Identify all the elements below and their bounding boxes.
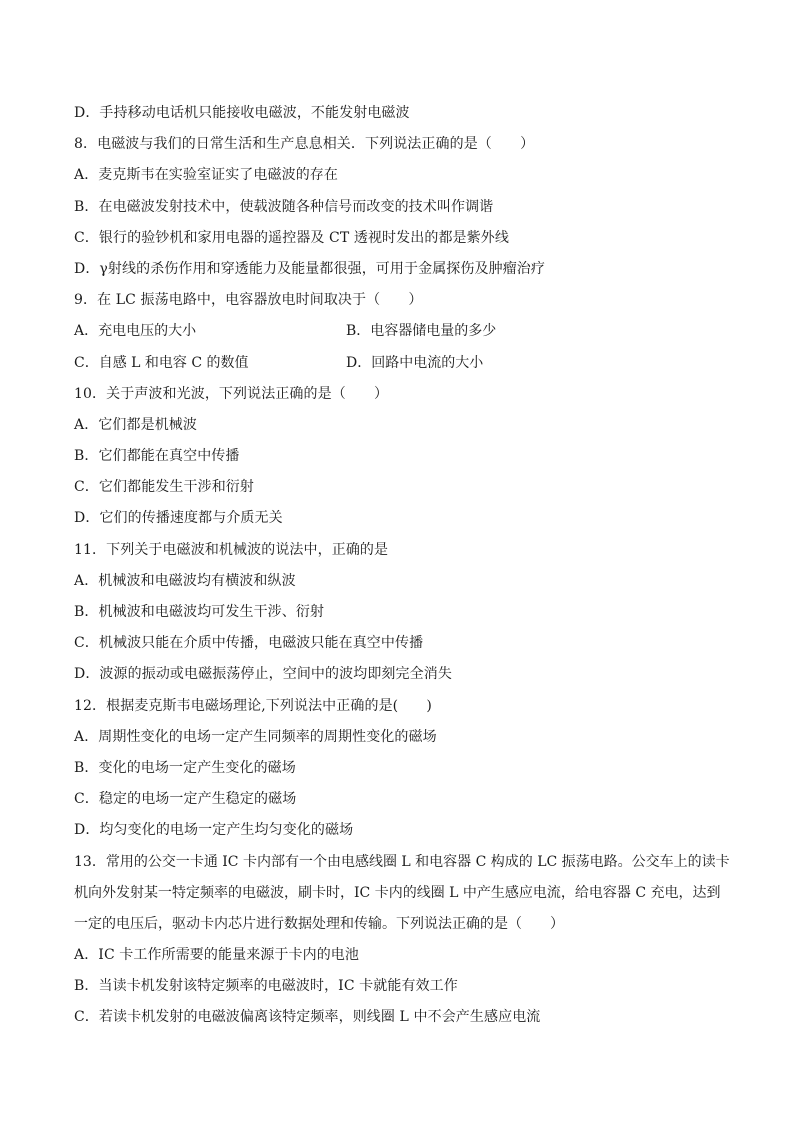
q8-option-c: C．银行的验钞机和家用电器的遥控器及 CT 透视时发出的都是紫外线	[74, 229, 509, 246]
q12-option-d: D．均匀变化的电场一定产生均匀变化的磁场	[74, 822, 354, 839]
q10-option-c: C．它们都能发生干涉和衍射	[74, 479, 255, 496]
question-text-block	[74, 101, 734, 1037]
q13-stem-line-3: 一定的电压后，驱动卡内芯片进行数据处理和传输。下列说法正确的是（ ）	[74, 915, 564, 932]
q9-option-a: A．充电电压的大小	[74, 323, 197, 340]
q8-option-d: D．γ射线的杀伤作用和穿透能力及能量都很强，可用于金属探伤及肿瘤治疗	[74, 260, 545, 277]
q12-stem: 12．根据麦克斯韦电磁场理论,下列说法中正确的是( )	[74, 697, 432, 714]
q9-option-d: D．回路中电流的大小	[346, 354, 484, 371]
q13-option-a: A．IC 卡工作所需要的能量来源于卡内的电池	[74, 947, 360, 964]
q12-option-a: A．周期性变化的电场一定产生同频率的周期性变化的磁场	[74, 728, 437, 745]
q8-stem: 8．电磁波与我们的日常生活和生产息息相关．下列说法正确的是（ ）	[74, 136, 535, 153]
q11-option-d: D．波源的振动或电磁振荡停止，空间中的波均即刻完全消失	[74, 666, 452, 683]
q9-option-c: C．自感 L 和电容 C 的数值	[74, 354, 249, 371]
q9-options-row-2	[74, 351, 734, 382]
q10-option-a: A．它们都是机械波	[74, 416, 198, 433]
q10-option-b: B．它们都能在真空中传播	[74, 448, 240, 465]
q8-option-b: B．在电磁波发射技术中，使载波随各种信号而改变的技术叫作调谐	[74, 198, 494, 215]
q10-stem: 10．关于声波和光波，下列说法正确的是（ ）	[74, 385, 389, 402]
q11-option-b: B．机械波和电磁波均可发生干涉、衍射	[74, 604, 325, 620]
q13-option-c: C．若读卡机发射的电磁波偏离该特定频率，则线圈 L 中不会产生感应电流	[74, 1009, 541, 1026]
q12-option-c: C．稳定的电场一定产生稳定的磁场	[74, 791, 297, 808]
q11-option-a: A．机械波和电磁波均有横波和纵波	[74, 572, 296, 589]
q7-option-d: D．手持移动电话机只能接收电磁波，不能发射电磁波	[74, 105, 410, 121]
q13-stem-line-1: 13．常用的公交一卡通 IC 卡内部有一个由电感线圈 L 和电容器 C 构成的 LC 振荡电路。公交车上的读卡	[74, 853, 730, 870]
q11-stem: 11．下列关于电磁波和机械波的说法中，正确的是	[74, 541, 389, 558]
q11-option-c: C．机械波只能在介质中传播，电磁波只能在真空中传播	[74, 635, 424, 652]
q12-option-b: B．变化的电场一定产生变化的磁场	[74, 759, 296, 776]
q10-option-d: D．它们的传播速度都与介质无关	[74, 510, 283, 527]
q9-option-b: B．电容器储电量的多少	[346, 323, 497, 340]
q9-options-row-1	[74, 319, 734, 350]
q9-stem: 9．在 LC 振荡电路中，电容器放电时间取决于（ ）	[74, 292, 423, 309]
q13-option-b: B．当读卡机发射该特定频率的电磁波时，IC 卡就能有效工作	[74, 978, 458, 995]
q8-option-a: A．麦克斯韦在实验室证实了电磁波的存在	[74, 167, 339, 184]
q13-stem-line-2: 机向外发射某一特定频率的电磁波，刷卡时，IC 卡内的线圈 L 中产生感应电流，给电容器 C 充电，达到	[74, 884, 721, 901]
